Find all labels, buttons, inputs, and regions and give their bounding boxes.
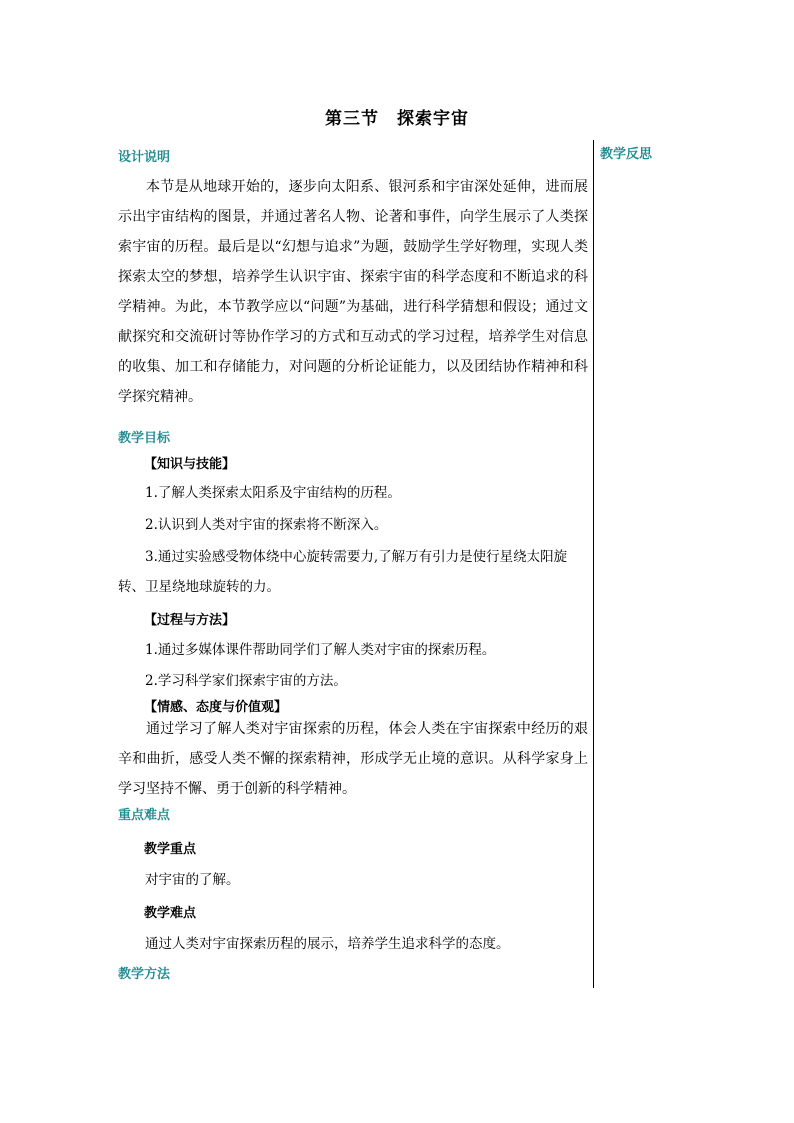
process-item-2: 2.学习科学家们探索宇宙的方法。 bbox=[145, 673, 347, 689]
page-title: 第三节 探索宇宙 bbox=[325, 109, 469, 129]
process-item-1: 1.通过多媒体课件帮助同学们了解人类对宇宙的探索历程。 bbox=[145, 642, 496, 658]
process-heading: 【过程与方法】 bbox=[144, 613, 236, 628]
knowledge-heading: 【知识与技能】 bbox=[144, 457, 236, 472]
difficulty-heading: 教学难点 bbox=[144, 906, 197, 921]
difficulty-text: 通过人类对宇宙探索历程的展示，培养学生追求科学的态度。 bbox=[145, 936, 510, 952]
design-heading: 设计说明 bbox=[118, 150, 171, 165]
focus-heading: 教学重点 bbox=[144, 842, 197, 857]
goals-heading: 教学目标 bbox=[118, 431, 171, 446]
knowledge-item-2: 2.认识到人类对宇宙的探索将不断深入。 bbox=[145, 517, 388, 533]
methods-heading: 教学方法 bbox=[118, 967, 171, 982]
emotion-heading: 【情感、态度与价值观】 bbox=[144, 700, 288, 715]
key-points-heading: 重点难点 bbox=[118, 808, 171, 823]
knowledge-item-1: 1.了解人类探索太阳系及宇宙结构的历程。 bbox=[145, 485, 401, 501]
design-text: 本节是从地球开始的，逐步向太阳系、银河系和宇宙深处延伸，进而展示出宇宙结构的图景，并通过著名人物、论著和事件，向学生展示了人类探索宇宙的历程。最后是以“幻想与追求”为题，鼓励学生学好物理，实现人类探索太空的梦想，培养学生认识宇宙、探索宇宙的科学态度和不断追求的科学精神。为此，本节教学应以“问题”为基础，进行科学猜想和假设；通过文献探究和交流研讨等协作学习的方式和互动式的学习过程，培养学生对信息的收集、加工和存储能力，对问题的分析论证能力，以及团结协作精神和科学探究精神。 bbox=[118, 179, 588, 405]
knowledge-item-3: 3.通过实验感受物体绕中心旋转需要力,了解万有引力是使行星绕太阳旋转、卫星绕地球旋转的力。 bbox=[118, 549, 568, 595]
column-divider bbox=[593, 140, 594, 988]
emotion-text: 通过学习了解人类对宇宙探索的历程，体会人类在宇宙探索中经历的艰辛和曲折，感受人类不懈的探索精神，形成学无止境的意识。从科学家身上学习坚持不懈、勇于创新的科学精神。 bbox=[118, 721, 588, 797]
reflection-heading: 教学反思 bbox=[600, 147, 653, 162]
focus-text: 对宇宙的了解。 bbox=[145, 872, 240, 888]
